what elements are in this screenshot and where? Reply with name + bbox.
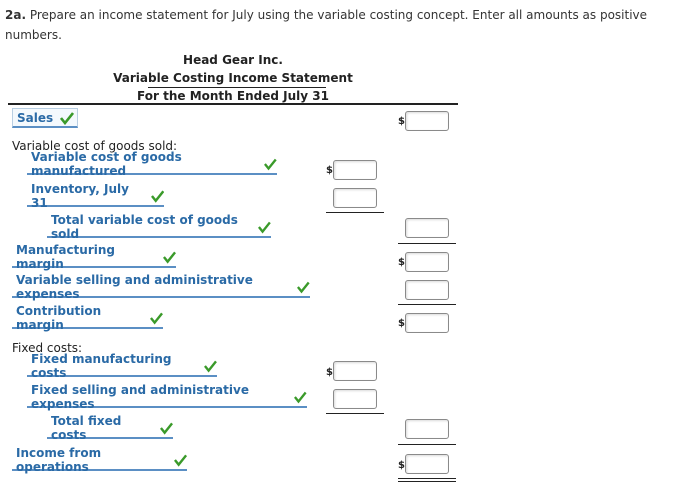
var-cogm-select[interactable]: [27, 150, 277, 178]
contribution-margin-select[interactable]: [12, 304, 163, 332]
currency-income-ops: $: [398, 460, 405, 471]
header-underline: [148, 87, 326, 88]
checkmark-icon: [160, 421, 173, 435]
currency-mfg-margin: $: [398, 257, 405, 268]
checkmark-icon: [150, 311, 163, 325]
final-double-rule: [398, 478, 456, 482]
vcogs-total-rule: [398, 243, 456, 244]
mfg-margin-label: Manufacturing margin: [16, 243, 115, 271]
var-cogm-label: Variable cost of goods manufactured: [31, 150, 182, 178]
var-sga-select[interactable]: [12, 273, 310, 301]
inventory-amount-input[interactable]: [333, 188, 377, 208]
fixed-mfg-amount-input[interactable]: [333, 361, 377, 381]
mfg-margin-select[interactable]: [12, 243, 176, 271]
total-vcogs-select[interactable]: [47, 213, 271, 241]
checkmark-icon: [151, 189, 164, 203]
income-ops-amount-input[interactable]: [405, 454, 449, 474]
currency-var-cogm: $: [326, 165, 333, 176]
total-fixed-select[interactable]: [47, 414, 173, 442]
part-label: 2a.: [5, 8, 27, 22]
fixed-total-rule: [398, 444, 456, 445]
fixed-subtotal-rule: [326, 413, 384, 414]
var-sga-amount-input[interactable]: [405, 280, 449, 300]
sales-select[interactable]: [12, 108, 78, 128]
income-ops-select[interactable]: [12, 446, 187, 474]
instructions-text: Prepare an income statement for July using the variable costing concept. Enter all amounts as positive numbers.: [5, 8, 648, 42]
currency-contribution: $: [398, 318, 405, 329]
fixed-costs-heading: Fixed costs:: [12, 341, 83, 355]
currency-fixed-mfg: $: [326, 367, 333, 378]
fixed-sga-label: Fixed selling and administrative expenses: [31, 383, 249, 411]
total-fixed-label: Total fixed costs: [51, 414, 122, 442]
inventory-label: Inventory, July 31: [31, 182, 129, 210]
header-rule: [8, 103, 458, 105]
income-ops-label: Income from operations: [16, 446, 102, 474]
checkmark-icon: [174, 453, 187, 467]
var-sga-label: Variable selling and administrative expenses: [16, 273, 253, 301]
total-vcogs-amount-input[interactable]: [405, 218, 449, 238]
contribution-margin-label: Contribution margin: [16, 304, 102, 332]
checkmark-icon: [264, 157, 277, 171]
total-vcogs-label: Total variable cost of goods sold: [51, 213, 238, 241]
contribution-margin-amount-input[interactable]: [405, 313, 449, 333]
fixed-sga-amount-input[interactable]: [333, 389, 377, 409]
sales-label: Sales: [17, 110, 54, 125]
inventory-select[interactable]: [27, 182, 164, 210]
var-cogm-amount-input[interactable]: [333, 160, 377, 180]
checkmark-icon: [297, 280, 310, 294]
mfg-margin-amount-input[interactable]: [405, 252, 449, 272]
fixed-sga-select[interactable]: [27, 383, 307, 411]
var-sga-rule: [398, 304, 456, 305]
statement-title: Variable Costing Income Statement: [113, 71, 353, 85]
currency-sales: $: [398, 116, 405, 127]
checkmark-icon: [258, 220, 271, 234]
statement-period: For the Month Ended July 31: [137, 89, 329, 103]
sales-amount-input[interactable]: [405, 111, 449, 131]
vcogs-heading: Variable cost of goods sold:: [12, 139, 178, 153]
total-fixed-amount-input[interactable]: [405, 419, 449, 439]
checkmark-icon: [163, 250, 176, 264]
checkmark-icon: [60, 111, 74, 125]
checkmark-icon: [204, 359, 217, 373]
fixed-mfg-label: Fixed manufacturing costs: [31, 352, 172, 380]
company-name: Head Gear Inc.: [183, 53, 283, 67]
subtotal-rule: [326, 212, 384, 213]
fixed-mfg-select[interactable]: [27, 352, 217, 380]
instructions: [5, 5, 675, 45]
checkmark-icon: [294, 390, 307, 404]
